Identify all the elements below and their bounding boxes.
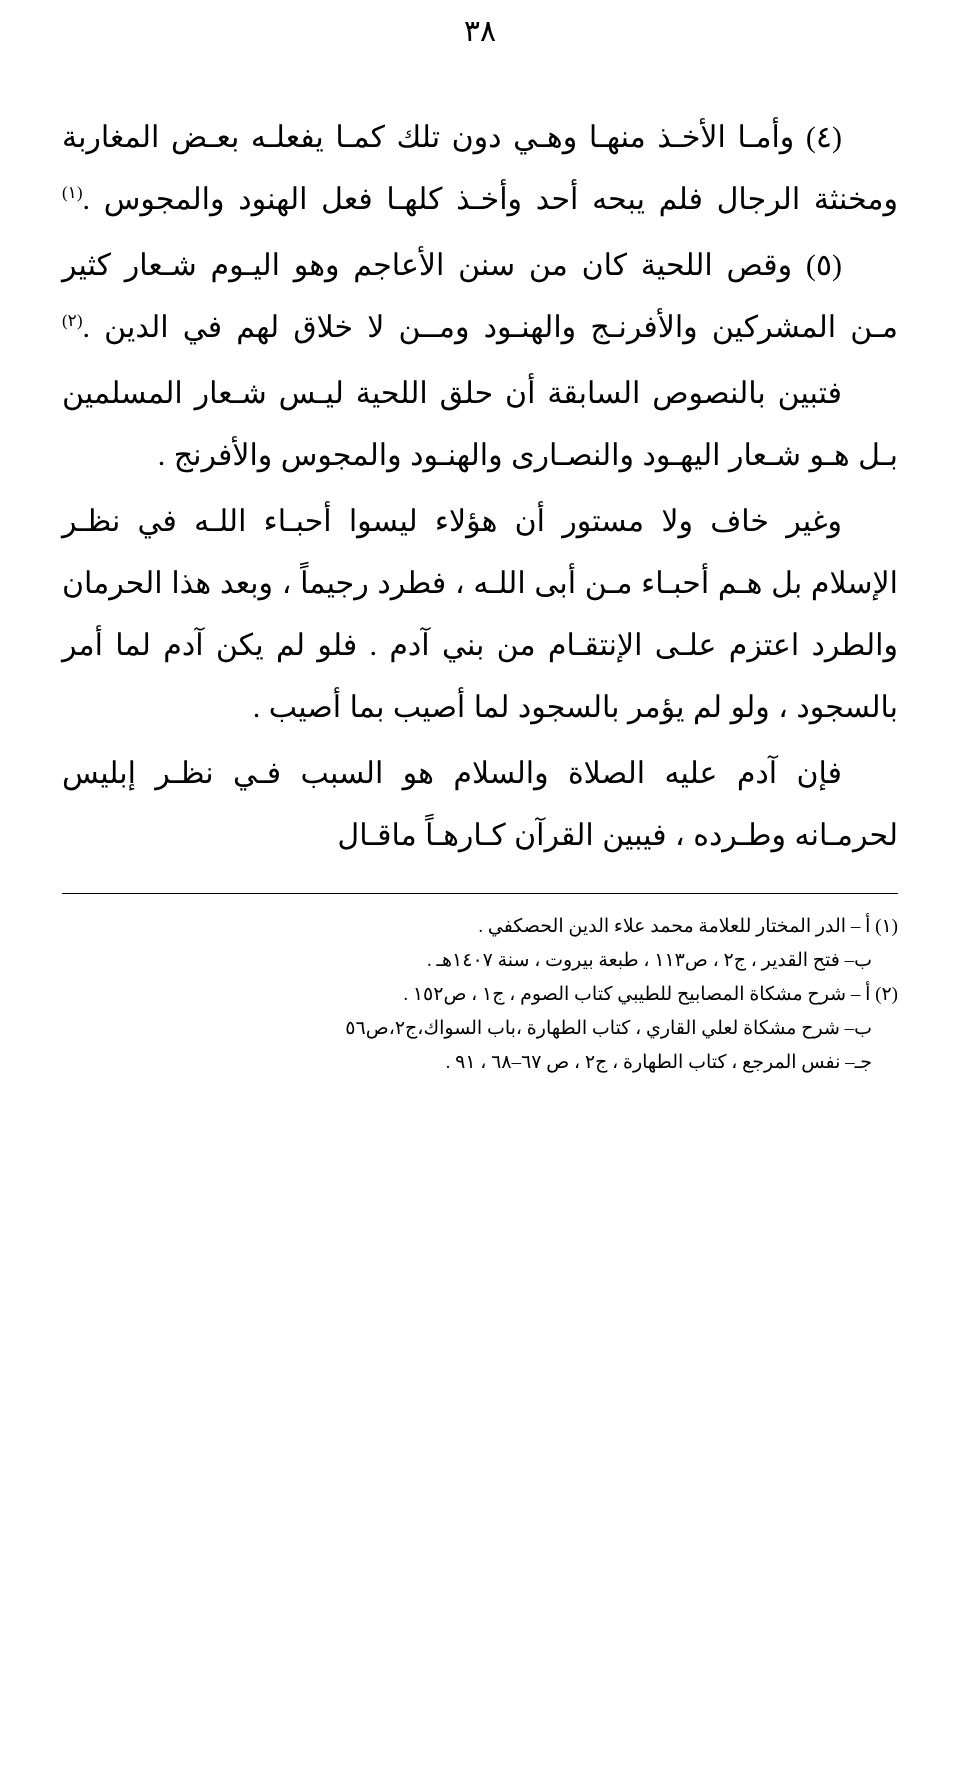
footnote-line-1a: (١) أ – الدر المختار للعلامة محمد علاء الدين الحصكفي .: [478, 916, 898, 937]
page-number: ٣٨: [463, 15, 497, 48]
footnote-marker-2[interactable]: (٢): [62, 311, 83, 330]
paragraph-4-text: (٤) وأمـا الأخـذ منهـا وهـي دون تلك كمـا يفعلـه بعـض المغاربة ومخنثة الرجال فلم يبحه أحد وأخـذ كلهـا فعل الهنود والمجوس .: [62, 121, 898, 216]
body-text: [62, 107, 898, 867]
paragraph-6-text: فتبين بالنصوص السابقة أن حلق اللحية ليـس شـعار المسلمين بـل هـو شـعار اليهـود والنصـارى والهنـود والمجوس والأفرنج .: [62, 377, 898, 472]
paragraph-7-text: وغير خاف ولا مستور أن هؤلاء ليسوا أحبـاء اللـه في نظـر الإسلام بل هـم أحبـاء مـن أبى اللـه ، فطرد رجيماً ، وبعد هذا الحرمان والطرد اعتزم علـى الإنتقـام من بني آدم . فلو لم يكن آدم لما أمر بالسجود ، ولو لم يؤمر بالسجود لما أصيب بما أصيب .: [62, 505, 898, 724]
paragraph-4: [62, 107, 898, 231]
paragraph-5: [62, 235, 898, 359]
footnote-line-2a: (٢) أ – شرح مشكاة المصابيح للطيبي كتاب الصوم ، ج١ ، ص١٥٢ .: [403, 984, 898, 1005]
footnote-line-1b: ب– فتح القدير ، ج٢ ، ص١١٣ ، طبعة بيروت ، سنة ١٤٠٧هـ .: [426, 950, 872, 971]
footnote-separator: [62, 893, 898, 894]
footnote-marker-1[interactable]: (١): [62, 183, 83, 202]
paragraph-7: [62, 491, 898, 739]
footnote-line-2c: جـ– نفس المرجع ، كتاب الطهارة ، ج٢ ، ص ٦٧–٦٨ ، ٩١ .: [445, 1052, 872, 1073]
paragraph-6: [62, 363, 898, 487]
footnote-line-2b: ب– شرح مشكاة لعلي القاري ، كتاب الطهارة ،باب السواك،ج٢،ص٥٦: [345, 1018, 872, 1039]
footnotes-section: [62, 910, 898, 1080]
paragraph-5-text: (٥) وقص اللحية كان من سنن الأعاجم وهو اليـوم شـعار كثير مـن المشركين والأفرنـج والهنـود ومــن لا خلاق لهم في الدين .: [62, 249, 898, 344]
paragraph-8: [62, 743, 898, 867]
paragraph-8-text: فإن آدم عليه الصلاة والسلام هو السبب فـي نظـر إبليس لحرمـانه وطـرده ، فيبين القرآن كـارهـاً ماقـال: [62, 757, 898, 852]
